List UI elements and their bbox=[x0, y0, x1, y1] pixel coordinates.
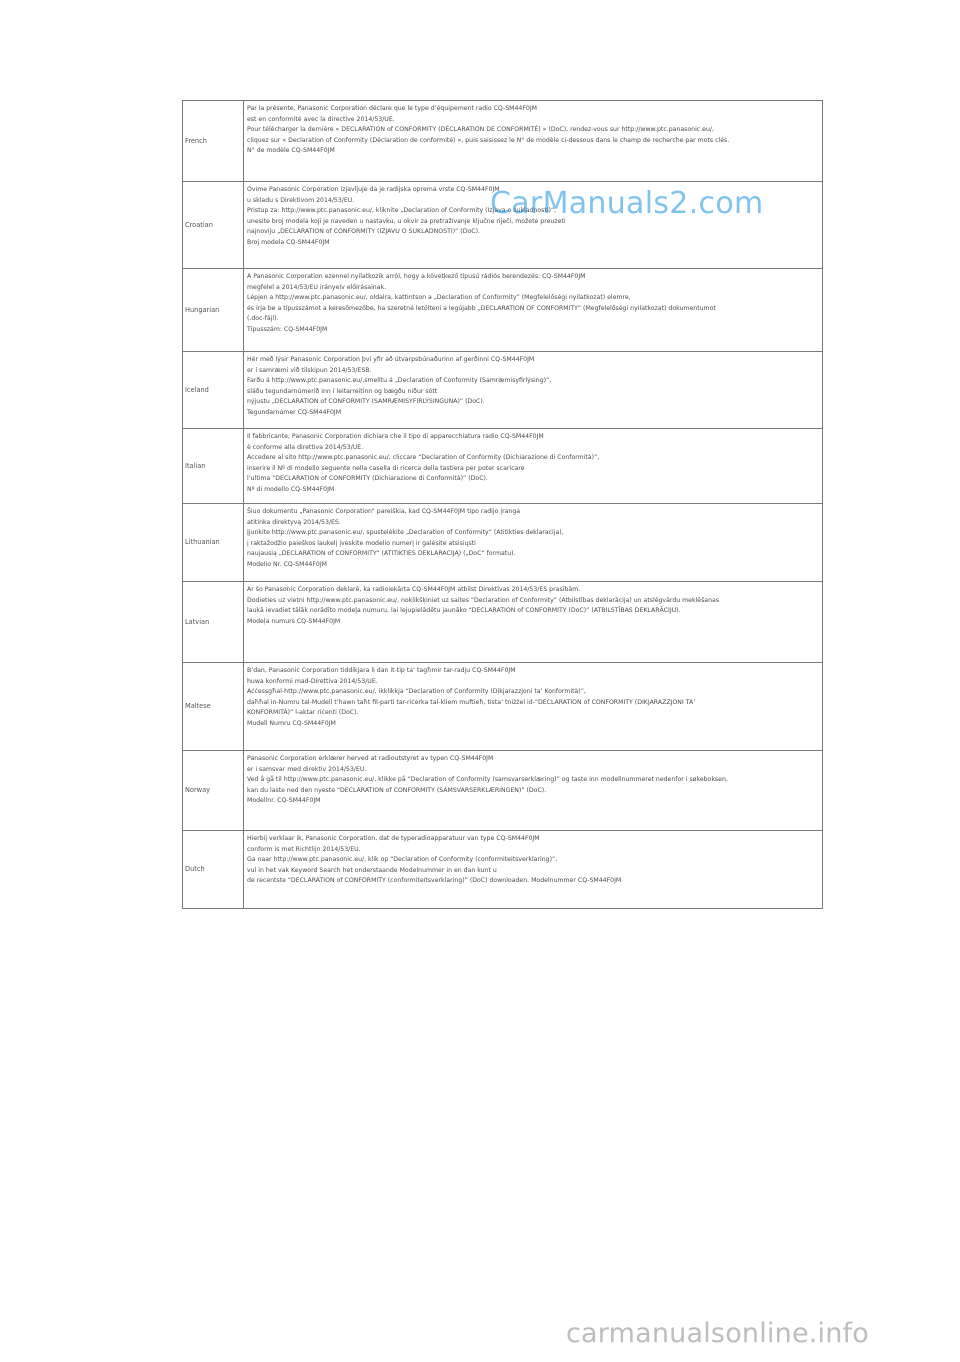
language-label: Italian bbox=[183, 429, 244, 504]
declaration-line: er í samræmi við tilskipun 2014/53/ESB. bbox=[247, 366, 372, 374]
declaration-line: naujausią „DECLARATION of CONFORMITY“ (ATITIKTIES DEKLARACIJĄ) („DoC“ formatu). bbox=[247, 550, 516, 558]
language-label: Iceland bbox=[183, 352, 244, 429]
declaration-line: Panasonic Corporation erklærer herved at radioutstyret av typen CQ-SM44F0JM bbox=[247, 755, 494, 762]
declaration-table-body bbox=[183, 101, 823, 909]
declaration-line: daħħal in-Numru tal-Mudell t’hawn taħt fil-parti tar-riċerka tal-kliem muftieħ, tista’ tniżżel id-“DECLARATION of CONFORMITY (DIKJARAZZJONI TA’ bbox=[247, 698, 696, 706]
language-row bbox=[183, 751, 823, 831]
declaration-text bbox=[244, 101, 823, 182]
declaration-line: Ar šo Panasonic Corporation deklarē, ka radioiekārta CQ-SM44F0JM atbilst Direktīvas 2014/53/ES prasībām. bbox=[247, 586, 581, 593]
declaration-line: unesite broj modela koji je naveden u nastavku, u okvir za pretraživanje ključne riječi, možete preuzeti bbox=[247, 217, 566, 225]
declaration-line: Il fabbricante, Panasonic Corporation dichiara che il tipo di apparecchiatura radio CQ-SM44F0JM bbox=[247, 433, 544, 440]
declaration-line: Ga naar http://www.ptc.panasonic.eu/, klik op “Declaration of Conformity (conformiteitsverklaring)”, bbox=[247, 856, 558, 864]
declaration-line: Ved å gå til http://www.ptc.panasonic.eu/, klikke på “Declaration of Conformity (samsvarserklæring)” og taste inn modellnummeret nedenfor i søkeboksen, bbox=[247, 776, 728, 784]
language-label: Lithuanian bbox=[183, 504, 244, 582]
declaration-line: conform is met Richtlijn 2014/53/EU. bbox=[247, 845, 361, 853]
declaration-line: Tegundarnúmer CQ-SM44F0JM bbox=[247, 408, 342, 416]
language-row bbox=[183, 352, 823, 429]
declaration-line: Įjunkite http://www.ptc.panasonic.eu/, spustelėkite „Declaration of Conformity“ (Atitikties deklaracija), bbox=[247, 529, 564, 537]
declaration-text bbox=[244, 582, 823, 663]
declaration-line: est en conformité avec la directive 2014/53/UE. bbox=[247, 115, 395, 123]
declaration-line: Modelio Nr. CQ-SM44F0JM bbox=[247, 560, 327, 568]
declaration-line: Farðu á http://www.ptc.panasonic.eu/,smelltu á „Declaration of Conformity (Samræmisyfirlýsing)“, bbox=[247, 377, 552, 385]
language-label: Dutch bbox=[183, 831, 244, 909]
watermark-text: CarManuals2.com bbox=[490, 186, 764, 221]
declaration-line: į raktažodžio paieškos laukelį įveskite modelio numerį ir galėsite atsisiųsti bbox=[247, 539, 476, 547]
declaration-line: najnoviju „DECLARATION of CONFORMITY (IZJAVU O SUKLADNOSTI)“ (DoC). bbox=[247, 228, 480, 236]
declaration-text bbox=[244, 504, 823, 582]
declaration-line: KONFORMITÀ)” l-aktar riċenti (DoC). bbox=[247, 709, 359, 717]
declaration-line: Par la présente, Panasonic Corporation déclare que le type d’équipement radio CQ-SM44F0JM bbox=[247, 105, 538, 112]
declaration-line: A Panasonic Corporation ezennel nyilatkozik arról, hogy a következő típusú rádiós berendezés: CQ-SM44F0JM bbox=[247, 273, 586, 280]
language-label: Maltese bbox=[183, 663, 244, 751]
declaration-line: cliquez sur « Declaration of Conformity (Déclaration de conformité) », puis saisissez le N° de modèle ci-dessous dans le champ de recherche par mots clés. bbox=[247, 136, 730, 144]
declaration-line: B’dan, Panasonic Corporation tiddikjara li dan it-tip ta’ tagħmir tar-radju CQ-SM44F0JM bbox=[247, 667, 516, 674]
declaration-line: Hierbij verklaar ik, Panasonic Corporation, dat de typeradioapparatuur van type CQ-SM44F0JM bbox=[247, 835, 540, 842]
declaration-line: er i samsvar med direktiv 2014/53/EU. bbox=[247, 765, 367, 773]
declaration-line: Accedere al sito http://www.ptc.panasonic.eu/, cliccare “Declaration of Conformity (Dichiarazione di Conformità)”, bbox=[247, 454, 600, 462]
declaration-line: Pristup za: http://www.ptc.panasonic.eu/, kliknite „Declaration of Conformity (Izjava o sukladnosti)“, bbox=[247, 207, 557, 215]
declaration-line: vul in het vak Keyword Search het onderstaande Modelnummer in en dan kunt u bbox=[247, 866, 497, 874]
declaration-line: nýjustu „DECLARATION of CONFORMITY (SAMRÆMISYFIRLÝSINGUNA)“ (DoC). bbox=[247, 398, 485, 406]
declaration-line: atitinka direktyvą 2014/53/ES. bbox=[247, 518, 341, 526]
language-row bbox=[183, 663, 823, 751]
declaration-line: Šiuo dokumentu „Panasonic Corporation“ pareiškia, kad CQ-SM44F0JM tipo radijo įranga bbox=[247, 508, 521, 515]
declaration-line: (.doc-fájl). bbox=[247, 315, 279, 323]
language-label: French bbox=[183, 101, 244, 182]
language-row bbox=[183, 269, 823, 352]
declaration-line: Broj modela CQ-SM44F0JM bbox=[247, 238, 330, 246]
language-row bbox=[183, 429, 823, 504]
language-row bbox=[183, 101, 823, 182]
language-label: Hungarian bbox=[183, 269, 244, 352]
declaration-line: Típusszám: CQ-SM44F0JM bbox=[247, 325, 328, 333]
declaration-line: Pour télécharger la dernière « DECLARATION of CONFORMITY (DÉCLARATION DE CONFORMITÉ) » (DoC), rendez-vous sur http://www.ptc.panasonic.eu/, bbox=[247, 126, 714, 134]
language-label: Norway bbox=[183, 751, 244, 831]
declaration-line: è conforme alla direttiva 2014/53/UE. bbox=[247, 443, 364, 451]
declaration-text bbox=[244, 751, 823, 831]
declaration-line: Modeļa numurs CQ-SM44F0JM bbox=[247, 617, 341, 625]
declaration-line: laukā ievadiet tālāk norādīto modeļa numuru, lai lejupielādētu jaunāko “DECLARATION of CONFORMITY (DoC)” (ATBILSTĪBAS DEKLARĀCIJU). bbox=[247, 607, 681, 615]
declaration-line: Modellnr. CQ-SM44F0JM bbox=[247, 797, 321, 805]
declaration-text bbox=[244, 663, 823, 751]
declaration-line: Aċċessgħal-http://www.ptc.panasonic.eu/, ikklikkja “Declaration of Conformity (Dikjarazzjoni ta’ Konformità)”, bbox=[247, 688, 586, 696]
declaration-line: Ovime Panasonic Corporation izjavljuje da je radijska oprema vrste CQ-SM44F0JM bbox=[247, 186, 500, 193]
declaration-table bbox=[182, 100, 823, 909]
declaration-line: és írja be a típusszámot a keresőmezőbe, ha szeretné letölteni a legújabb „DECLARATION OF CONFORMITY” (Megfelelőségi nyilatkozat) dokumentumot bbox=[247, 304, 716, 312]
declaration-text bbox=[244, 269, 823, 352]
declaration-line: inserire il Nº di modello seguente nella casella di ricerca della tastiera per poter scaricare bbox=[247, 464, 525, 472]
declaration-text bbox=[244, 429, 823, 504]
language-label: Latvian bbox=[183, 582, 244, 663]
declaration-line: kan du laste ned den nyeste “DECLARATION of CONFORMITY (SAMSVARSERKLÆRINGEN)” (DoC). bbox=[247, 786, 547, 794]
declaration-line: Lépjen a http://www.ptc.panasonic.eu/, oldalra, kattintson a „Declaration of Conformity” (Megfelelőségi nyilatkozat) elemre, bbox=[247, 294, 631, 302]
declaration-line: Dodieties uz vietni http://www.ptc.panasonic.eu/, noklikšķiniet uz saites “Declaration of Conformity” (Atbilstības deklarācija) un atslēgvārdu meklēšanas bbox=[247, 596, 720, 604]
declaration-line: huwa konformi mad-Direttiva 2014/53/UE. bbox=[247, 677, 378, 685]
declaration-text bbox=[244, 831, 823, 909]
declaration-line: Hér með lýsir Panasonic Corporation því yfir að útvarpsbúnaðurinn af gerðinni CQ-SM44F0JM bbox=[247, 356, 535, 363]
declaration-line: de recentste “DECLARATION of CONFORMITY (conformiteitsverklaring)” (DoC) downloaden. Modelnummer CQ-SM44F0JM bbox=[247, 877, 622, 885]
declaration-line: N° de modèle CQ-SM44F0JM bbox=[247, 147, 335, 155]
declaration-line: l’ultima “DECLARATION of CONFORMITY (Dichiarazione di Conformità)” (DoC). bbox=[247, 475, 488, 483]
language-row bbox=[183, 504, 823, 582]
declaration-line: u skladu s Direktivom 2014/53/EU. bbox=[247, 196, 355, 204]
language-row bbox=[183, 831, 823, 909]
declaration-text bbox=[244, 352, 823, 429]
footer-logo: carmanualsonline.info bbox=[566, 1318, 869, 1349]
language-label: Croatian bbox=[183, 182, 244, 269]
declaration-line: Nº di modello CQ-SM44F0JM bbox=[247, 485, 335, 493]
language-row bbox=[183, 582, 823, 663]
declaration-line: sláðu tegundarnúmerið inn í leitarreitinn og bægðu niður sótt bbox=[247, 387, 438, 395]
declaration-line: megfelel a 2014/53/EU irányelv előírásainak. bbox=[247, 283, 387, 291]
declaration-line: Mudell Numru CQ-SM44F0JM bbox=[247, 719, 336, 727]
